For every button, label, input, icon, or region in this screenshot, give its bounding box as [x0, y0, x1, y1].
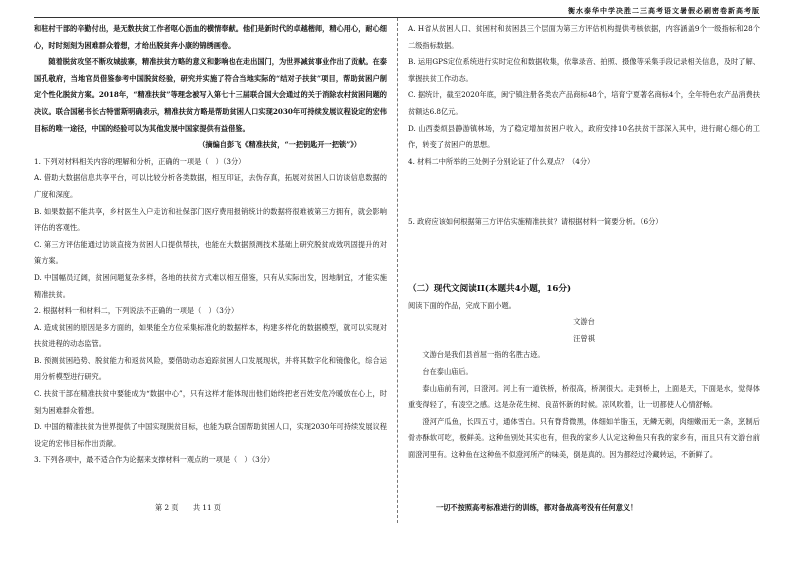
question-2-option-c: C. 扶贫干部在精准扶贫中要能成为“数据中心”，只有这样才能体现出他们始终把老百姓安危冷暖放在心上，时刻为困难群众着想。: [34, 389, 387, 415]
material-paragraph: 随着脱贫攻坚不断攻城拔寨，精准扶贫方略的意义和影响也在走出国门，为世界减贫事业作出了贡献。在泰国孔敬府，当地官员借鉴参考中国脱贫经验，研究并实施了符合当地实际的“结对子扶贫”项目，帮助贫困户制定个性化脱贫方案。2018年，“精准扶贫”等理念被写入第七十三届联合国大会通过的关于消除农村贫困问题的决议。联合国秘书长古特雷斯明确表示，精准扶贫方略是帮助贫困人口实现2030年可持续发展议程设定的宏伟目标的唯一途径，中国的经验可以为其他发展中国家提供有益借鉴。: [34, 57, 387, 133]
question-1: 1. 下列对材料相关内容的理解和分析，正确的一项是（ ）（3分）: [34, 156, 246, 166]
question-2-option-a: A. 造成贫困的原因是多方面的，如果能全方位采集标准化的数据样本，构建多样化的数据模型，就可以实现对扶贫进程的动态监管。: [34, 322, 387, 349]
article-title: 文游台: [573, 317, 595, 327]
intro-paragraph: 和驻村干部的辛勤付出，是无数扶贫工作者呕心沥血的横情奉献。他们是新时代的卓越楷师，精心用心，耐心细心，时时刻刻为困难群众着想，才给出脱贫奔小康的锦绣画卷。: [34, 24, 387, 50]
article-paragraph: 文游台是我们县首屈一指的名胜古迹。: [422, 350, 545, 360]
question-3-option-d: D. 山西娄烦县静游镇林场，为了稳定增加贫困户收入，政府安排10名扶贫干部深入其中，进行耐心细心的工作，转变了贫困户的思想。: [408, 123, 760, 150]
article-author: 汪曾祺: [573, 333, 595, 343]
question-2: 2. 根据材料一和材料二，下列说法不正确的一项是（ ）（3分）: [34, 306, 239, 316]
answer-space: [408, 231, 760, 275]
left-column: [34, 21, 387, 469]
section-heading: （二）现代文阅读II(本题共4小题，16分): [408, 283, 572, 294]
page-header: 衡水泰华中学决胜二三高考语文暑假必刷密卷新高考版: [568, 6, 760, 15]
question-1-option-c: C. 第三方评估能通过访谈直接为贫困人口提供帮扶，也能在大数据预测技术基础上研究脱贫成效巩固提升的对策方案。: [34, 239, 387, 266]
question-4: 4. 材料二中所举的三处例子分别论证了什么观点？（4分）: [408, 156, 595, 166]
right-column: [408, 21, 760, 463]
question-3: 3. 下列各项中，最不适合作为论据来支撑材料一观点的一项是（ ）（3分）: [34, 455, 275, 465]
question-3-option-c: C. 据统计，截至2020年底，闽宁镇注册各类农产品商标48个，培育宁夏著名商标4个，全年特色农产品消费扶贫额达6.8亿元。: [408, 90, 760, 116]
article-paragraph: 澄河产瓜鱼，长四五寸，通体雪白。只有脊背微黑，体细如羊脂玉，无鳞无刺，肉细嫩而无一条，烹制后骨亦酥软可吃，极鲜美。这种鱼别处其实也有，但我的家乡人认定这种鱼只有我的家乡有，而且只有文游台前面澄河里有。这种鱼在这种鱼不似澄河所产的味美，倒是真的。因为都经过冷藏转运，不新鲜了。: [408, 416, 760, 459]
article-paragraph: 泰山庙前有河，曰澄河。河上有一道铁桥，桥很高，桥洞很大。走到桥上，上面是天，下面是水，觉得体重变得轻了，有凌空之感。这是杂花生树、良苗怀新的时候。凉风吹着，让一切都使人心情舒畅。: [408, 383, 760, 410]
question-1-option-d: D. 中国幅员辽阔，贫困问题复杂多样，各地的扶贫方式难以相互借鉴，只有从实际出发，因地制宜，才能实施精准扶贫。: [34, 272, 387, 299]
question-3-option-b: B. 运用GPS定位系统进行实时定位和数据收集，依靠录音、拍照、摄像等采集手段记录相关信息，及时了解、掌握扶贫工作动态。: [408, 57, 760, 83]
source-citation: （摘编自彭飞《精准扶贫，“一把钥匙开一把锁”》）: [198, 140, 361, 150]
article-paragraph: 台在泰山庙后。: [422, 366, 473, 376]
footer-slogan: 一切不按照高考标准进行的训练，都对备战高考没有任何意义！: [436, 503, 638, 512]
question-5: 5. 政府应该如何根据第三方评估实施精准扶贫？请根据材料一简要分析。（6分）: [408, 217, 663, 227]
question-2-option-d: D. 中国的精准扶贫为世界提供了中国实现脱贫目标，也能为联合国帮助贫困人口，实现2030年可持续发展议程设定的宏伟目标作出贡献。: [34, 422, 387, 448]
question-2-option-b: B. 预测贫困趋势、脱贫能力和返贫风险，要借助动态追踪贫困人口发展现状，并将其数字化和镜像化，综合运用分析模型进行研究。: [34, 355, 387, 382]
question-3-option-a: A. H省从贫困人口、贫困村和贫困县三个层面为第三方评估机构提供考核依据，内容涵盖9个一级指标和28个二级指标数据。: [408, 24, 760, 50]
reading-instruction: 阅读下面的作品，完成下面小题。: [408, 300, 516, 310]
answer-space: [408, 170, 760, 214]
page-number: 第 2 页 共 11 页: [155, 503, 221, 512]
question-1-option-a: A. 借助大数据信息共享平台，可以比较分析各类数据，相互印证，去伪存真，拓展对贫困人口访谈信息数据的广度和深度。: [34, 173, 387, 199]
question-1-option-b: B. 如果数据不能共享，乡村医生入户走访和社保部门医疗费用报销统计的数据将很难被第三方拥有，就会影响评估的客观性。: [34, 206, 387, 233]
column-divider: [397, 18, 398, 523]
